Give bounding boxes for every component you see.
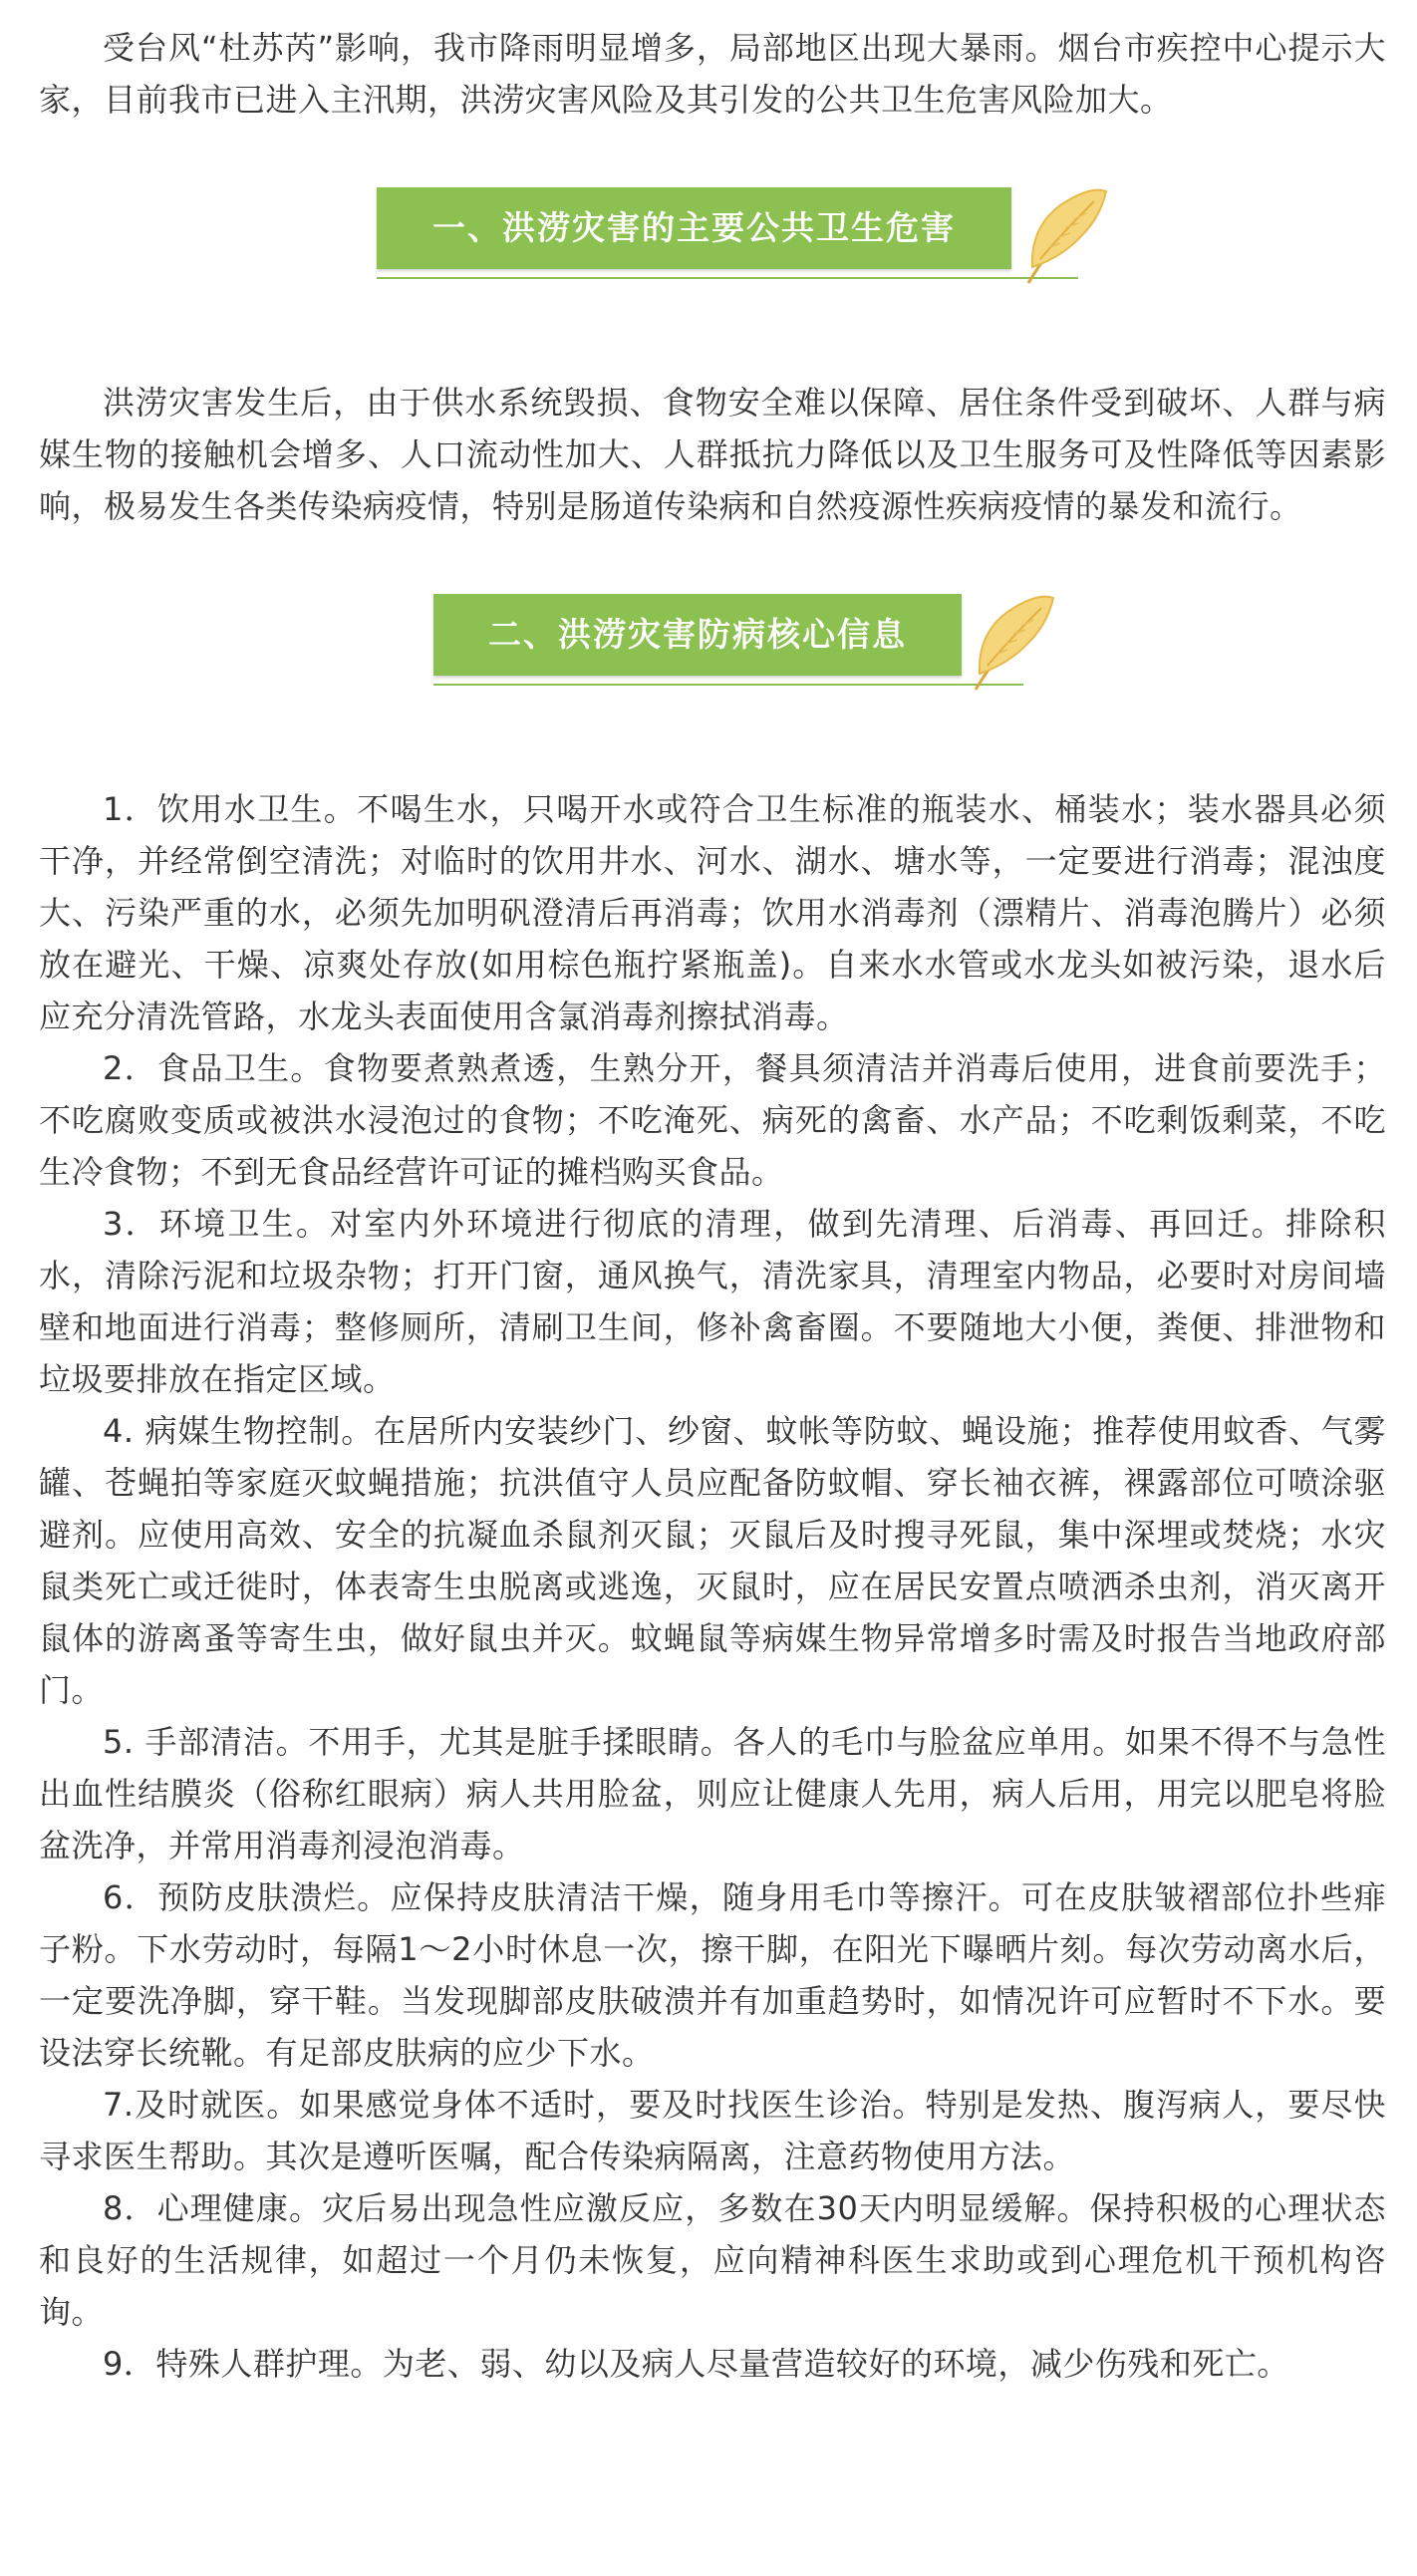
core-info-list: [39, 783, 1386, 2390]
feather-quill-icon: [1020, 187, 1110, 287]
list-item: 4. 病媒生物控制。在居所内安装纱门、纱窗、蚊帐等防蚊、蝇设施；推荐使用蚊香、气雾罐、苍蝇拍等家庭灭蚊蝇措施；抗洪值守人员应配备防蚊帽、穿长袖衣裤，裸露部位可喷涂驱避剂。应使用高效、安全的抗凝血杀鼠剂灭鼠；灭鼠后及时搜寻死鼠，集中深埋或焚烧；水灾鼠类死亡或迁徙时，体表寄生虫脱离或逃逸，灭鼠时，应在居民安置点喷洒杀虫剂，消灭离开鼠体的游离蚤等寄生虫，做好鼠虫并灭。蚊蝇鼠等病媒生物异常增多时需及时报告当地政府部门。: [39, 1412, 1386, 1709]
article: [39, 22, 1386, 2390]
section-2-title: 二、洪涝灾害防病核心信息: [433, 594, 962, 676]
section-1-underline: [377, 277, 1078, 279]
section-1-body: 洪涝灾害发生后，由于供水系统毁损、食物安全难以保障、居住条件受到破坏、人群与病媒生物的接触机会增多、人口流动性加大、人群抵抗力降低以及卫生服务可及性降低等因素影响，极易发生各类传染病疫情，特别是肠道传染病和自然疫源性疾病疫情的暴发和流行。: [39, 384, 1386, 525]
section-2-underline: [433, 684, 1023, 686]
list-item: 2．食品卫生。食物要煮熟煮透，生熟分开，餐具须清洁并消毒后使用，进食前要洗手；不吃腐败变质或被洪水浸泡过的食物；不吃淹死、病死的禽畜、水产品；不吃剩饭剩菜，不吃生冷食物；不到无食品经营许可证的摊档购买食品。: [39, 1049, 1386, 1191]
list-item: 5. 手部清洁。不用手，尤其是脏手揉眼睛。各人的毛巾与脸盆应单用。如果不得不与急性出血性结膜炎（俗称红眼病）病人共用脸盆，则应让健康人先用，病人后用，用完以肥皂将脸盆洗净，并常用消毒剂浸泡消毒。: [39, 1723, 1386, 1864]
list-item: 7.及时就医。如果感觉身体不适时，要及时找医生诊治。特别是发热、腹泻病人，要尽快寻求医生帮助。其次是遵听医嘱，配合传染病隔离，注意药物使用方法。: [39, 2086, 1386, 2175]
list-item: 8．心理健康。灾后易出现急性应激反应，多数在30天内明显缓解。保持积极的心理状态和良好的生活规律，如超过一个月仍未恢复，应向精神科医生求助或到心理危机干预机构咨询。: [39, 2189, 1386, 2331]
section-2-header: [39, 594, 1386, 733]
feather-quill-icon: [968, 594, 1057, 694]
list-item: 1．饮用水卫生。不喝生水，只喝开水或符合卫生标准的瓶装水、桶装水；装水器具必须干净，并经常倒空清洗；对临时的饮用井水、河水、湖水、塘水等，一定要进行消毒；混浊度大、污染严重的水，必须先加明矾澄清后再消毒；饮用水消毒剂（漂精片、消毒泡腾片）必须放在避光、干燥、凉爽处存放(如用棕色瓶拧紧瓶盖)。自来水水管或水龙头如被污染，退水后应充分清洗管路，水龙头表面使用含氯消毒剂擦拭消毒。: [39, 790, 1386, 1035]
section-1-title: 一、洪涝灾害的主要公共卫生危害: [377, 187, 1011, 269]
list-item: 3．环境卫生。对室内外环境进行彻底的清理，做到先清理、后消毒、再回迁。排除积水，清除污泥和垃圾杂物；打开门窗，通风换气，清洗家具，清理室内物品，必要时对房间墙壁和地面进行消毒；整修厕所，清刷卫生间，修补禽畜圈。不要随地大小便，粪便、排泄物和垃圾要排放在指定区域。: [39, 1205, 1386, 1398]
section-1-header: [39, 187, 1386, 327]
intro-paragraph: 受台风“杜苏芮”影响，我市降雨明显增多，局部地区出现大暴雨。烟台市疾控中心提示大家，目前我市已进入主汛期，洪涝灾害风险及其引发的公共卫生危害风险加大。: [39, 29, 1386, 119]
list-item: 9．特殊人群护理。为老、弱、幼以及病人尽量营造较好的环境，减少伤残和死亡。: [103, 2345, 1289, 2383]
list-item: 6．预防皮肤溃烂。应保持皮肤清洁干燥，随身用毛巾等擦汗。可在皮肤皱褶部位扑些痱子粉。下水劳动时，每隔1～2小时休息一次，擦干脚，在阳光下曝晒片刻。每次劳动离水后，一定要洗净脚，穿干鞋。当发现脚部皮肤破溃并有加重趋势时，如情况许可应暂时不下水。要设法穿长统靴。有足部皮肤病的应少下水。: [39, 1878, 1386, 2072]
